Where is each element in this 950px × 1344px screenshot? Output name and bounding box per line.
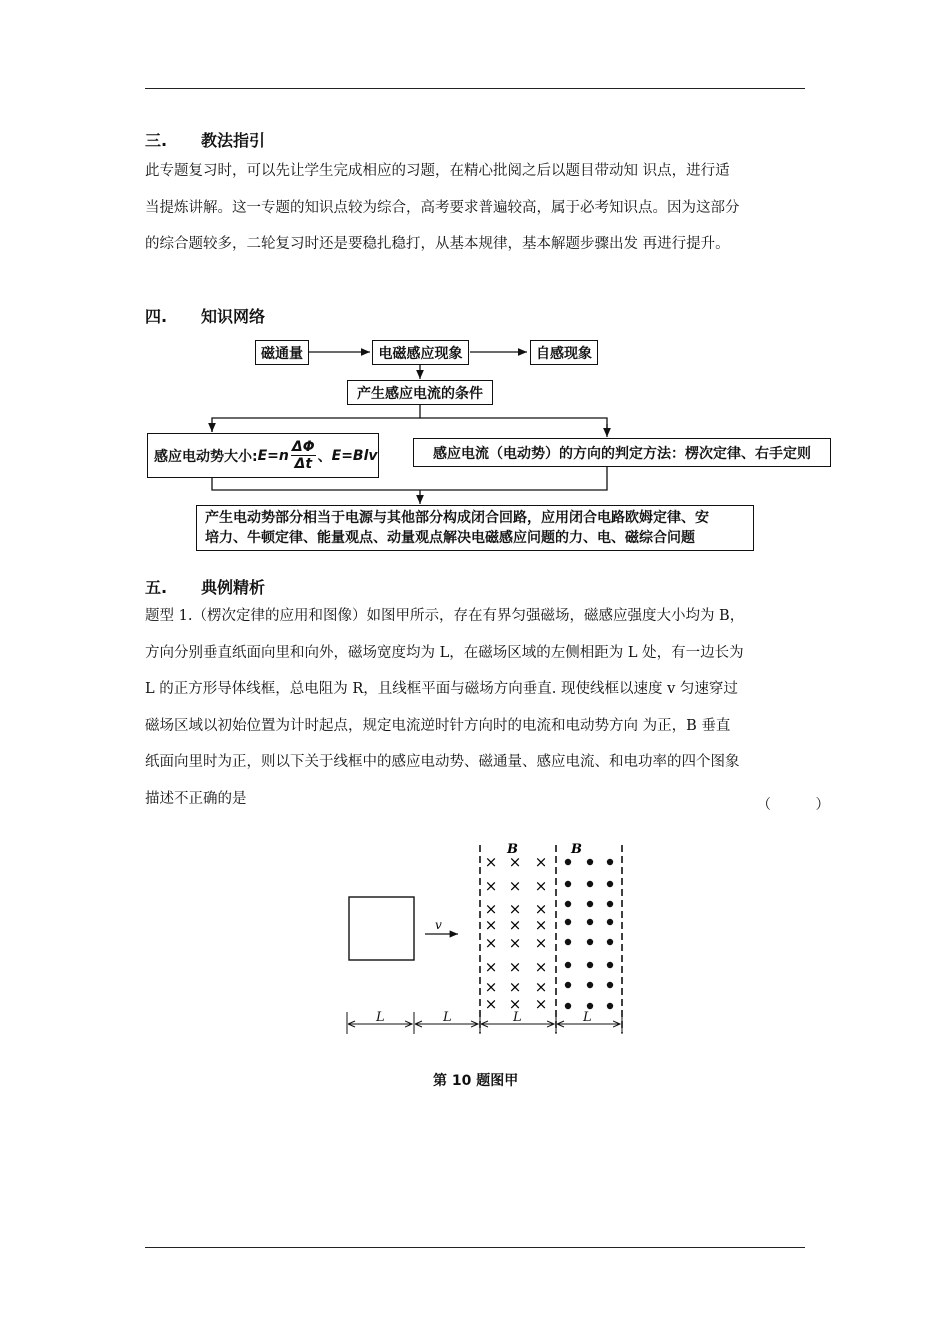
dot-symbol <box>565 859 571 865</box>
dot-symbol <box>565 1003 571 1009</box>
cross-symbol: × <box>484 900 498 918</box>
dot-symbol <box>587 881 593 887</box>
cross-symbol: × <box>534 995 548 1013</box>
field-label-in: B <box>507 842 518 857</box>
paragraph-line: 当提炼讲解。这一专题的知识点较为综合，高考要求普遍较高，属于必考知识点。因为这部分 <box>145 199 740 216</box>
cross-symbol: × <box>484 853 498 871</box>
dot-symbol <box>607 982 613 988</box>
node-synthesis: 产生电动势部分相当于电源与其他部分构成闭合回路，应用闭合电路欧姆定律、安 培力、牛顿定律、能量观点、动量观点解决电磁感应问题的力、电、磁综合问题 <box>196 505 754 551</box>
problem-line: 纸面向里时为正，则以下关于线框中的感应电动势、磁通量、感应电流、和电功率的四个图象 <box>145 754 740 770</box>
field-label-out: B <box>571 842 582 857</box>
dot-symbol <box>607 901 613 907</box>
problem-line: 方向分别垂直纸面向里和向外，磁场宽度均为 L，在磁场区域的左侧相距为 L 处，有一边长为 <box>145 644 744 661</box>
section-3-title: 教法指引 <box>201 131 266 150</box>
cross-symbol: × <box>484 978 498 996</box>
dot-symbol <box>565 939 571 945</box>
dimension-label: L <box>583 1010 592 1025</box>
dot-symbol <box>607 881 613 887</box>
cross-symbol: × <box>508 995 522 1013</box>
cross-symbol: × <box>508 853 522 871</box>
dot-symbol <box>565 901 571 907</box>
cross-symbol: × <box>484 877 498 895</box>
dot-symbol <box>607 1003 613 1009</box>
problem-line: 题型 1.（楞次定律的应用和图像）如图甲所示，存在有界匀强磁场，磁感应强度大小均为 B， <box>145 608 745 624</box>
dot-symbol <box>607 962 613 968</box>
dot-symbol <box>587 1003 593 1009</box>
footer-rule <box>145 1247 805 1248</box>
dot-symbol <box>587 859 593 865</box>
problem-line: 磁场区域以初始位置为计时起点，规定电流逆时针方向时的电流和电动势方向 为正，B 垂直 <box>145 717 731 734</box>
node-emf-magnitude: 感应电动势大小: E=n $\frac{\Delta\Phi}{\Delta t}$ 、 E=Blv <box>147 433 379 478</box>
node-self-induction: 自感现象 <box>530 340 598 365</box>
dot-symbol <box>607 919 613 925</box>
field-out-of-page <box>565 859 613 1009</box>
dot-symbol <box>587 962 593 968</box>
cross-symbol: × <box>534 934 548 952</box>
cross-symbol: × <box>484 995 498 1013</box>
cross-symbol: × <box>508 900 522 918</box>
node-condition: 产生感应电流的条件 <box>347 380 493 405</box>
dot-symbol <box>607 859 613 865</box>
section-3-number: 三. <box>145 131 168 150</box>
emf-formula-1: E=n <box>257 447 289 464</box>
cross-symbol: × <box>508 978 522 996</box>
emf-fraction: $\frac{\Delta\Phi}{\Delta t}$ <box>291 439 315 472</box>
cross-symbol: × <box>484 958 498 976</box>
section-4-title: 知识网络 <box>201 307 266 326</box>
node-direction-rule: 感应电流（电动势）的方向的判定方法：楞次定律、右手定则 <box>413 438 831 467</box>
cross-symbol: × <box>484 916 498 934</box>
emf-formula-2: E=Blv <box>331 447 378 464</box>
dot-symbol <box>607 939 613 945</box>
section-4-number: 四. <box>145 307 168 326</box>
dot-symbol <box>565 881 571 887</box>
dot-symbol <box>587 939 593 945</box>
figure-caption: 第 10 题图甲 <box>433 1073 519 1089</box>
answer-brackets: （ ） <box>757 797 850 813</box>
section-5-number: 五. <box>145 578 168 597</box>
node-flux: 磁通量 <box>255 340 309 365</box>
dimension-label: L <box>443 1010 452 1025</box>
dot-symbol <box>587 982 593 988</box>
cross-symbol: × <box>508 958 522 976</box>
cross-symbol: × <box>534 853 548 871</box>
dot-symbol <box>565 962 571 968</box>
dimension-label: L <box>513 1010 522 1025</box>
section-5-title: 典例精析 <box>201 578 266 597</box>
cross-symbol: × <box>508 916 522 934</box>
node-phenomenon: 电磁感应现象 <box>372 340 469 365</box>
paragraph-line: 此专题复习时，可以先让学生完成相应的习题，在精心批阅之后以题目带动知 识点，进行适 <box>145 163 730 179</box>
dot-symbol <box>565 982 571 988</box>
dot-symbol <box>565 919 571 925</box>
cross-symbol: × <box>508 934 522 952</box>
square-coil <box>349 897 414 960</box>
paragraph-line: 的综合题较多，二轮复习时还是要稳扎稳打，从基本规律，基本解题步骤出发 再进行提升。 <box>145 236 730 252</box>
problem-line: 描述不正确的是 <box>145 790 247 807</box>
cross-symbol: × <box>534 978 548 996</box>
cross-symbol: × <box>508 877 522 895</box>
cross-symbol: × <box>534 877 548 895</box>
cross-symbol: × <box>534 916 548 934</box>
problem-line: L 的正方形导体线框，总电阻为 R，且线框平面与磁场方向垂直. 现使线框以速度 v 匀速穿过 <box>145 681 738 697</box>
cross-symbol: × <box>484 934 498 952</box>
cross-symbol: × <box>534 958 548 976</box>
velocity-label: v <box>435 918 442 932</box>
cross-symbol: × <box>534 900 548 918</box>
field-into-page <box>485 853 548 1013</box>
dot-symbol <box>587 919 593 925</box>
dot-symbol <box>587 901 593 907</box>
dimension-label: L <box>376 1010 385 1025</box>
